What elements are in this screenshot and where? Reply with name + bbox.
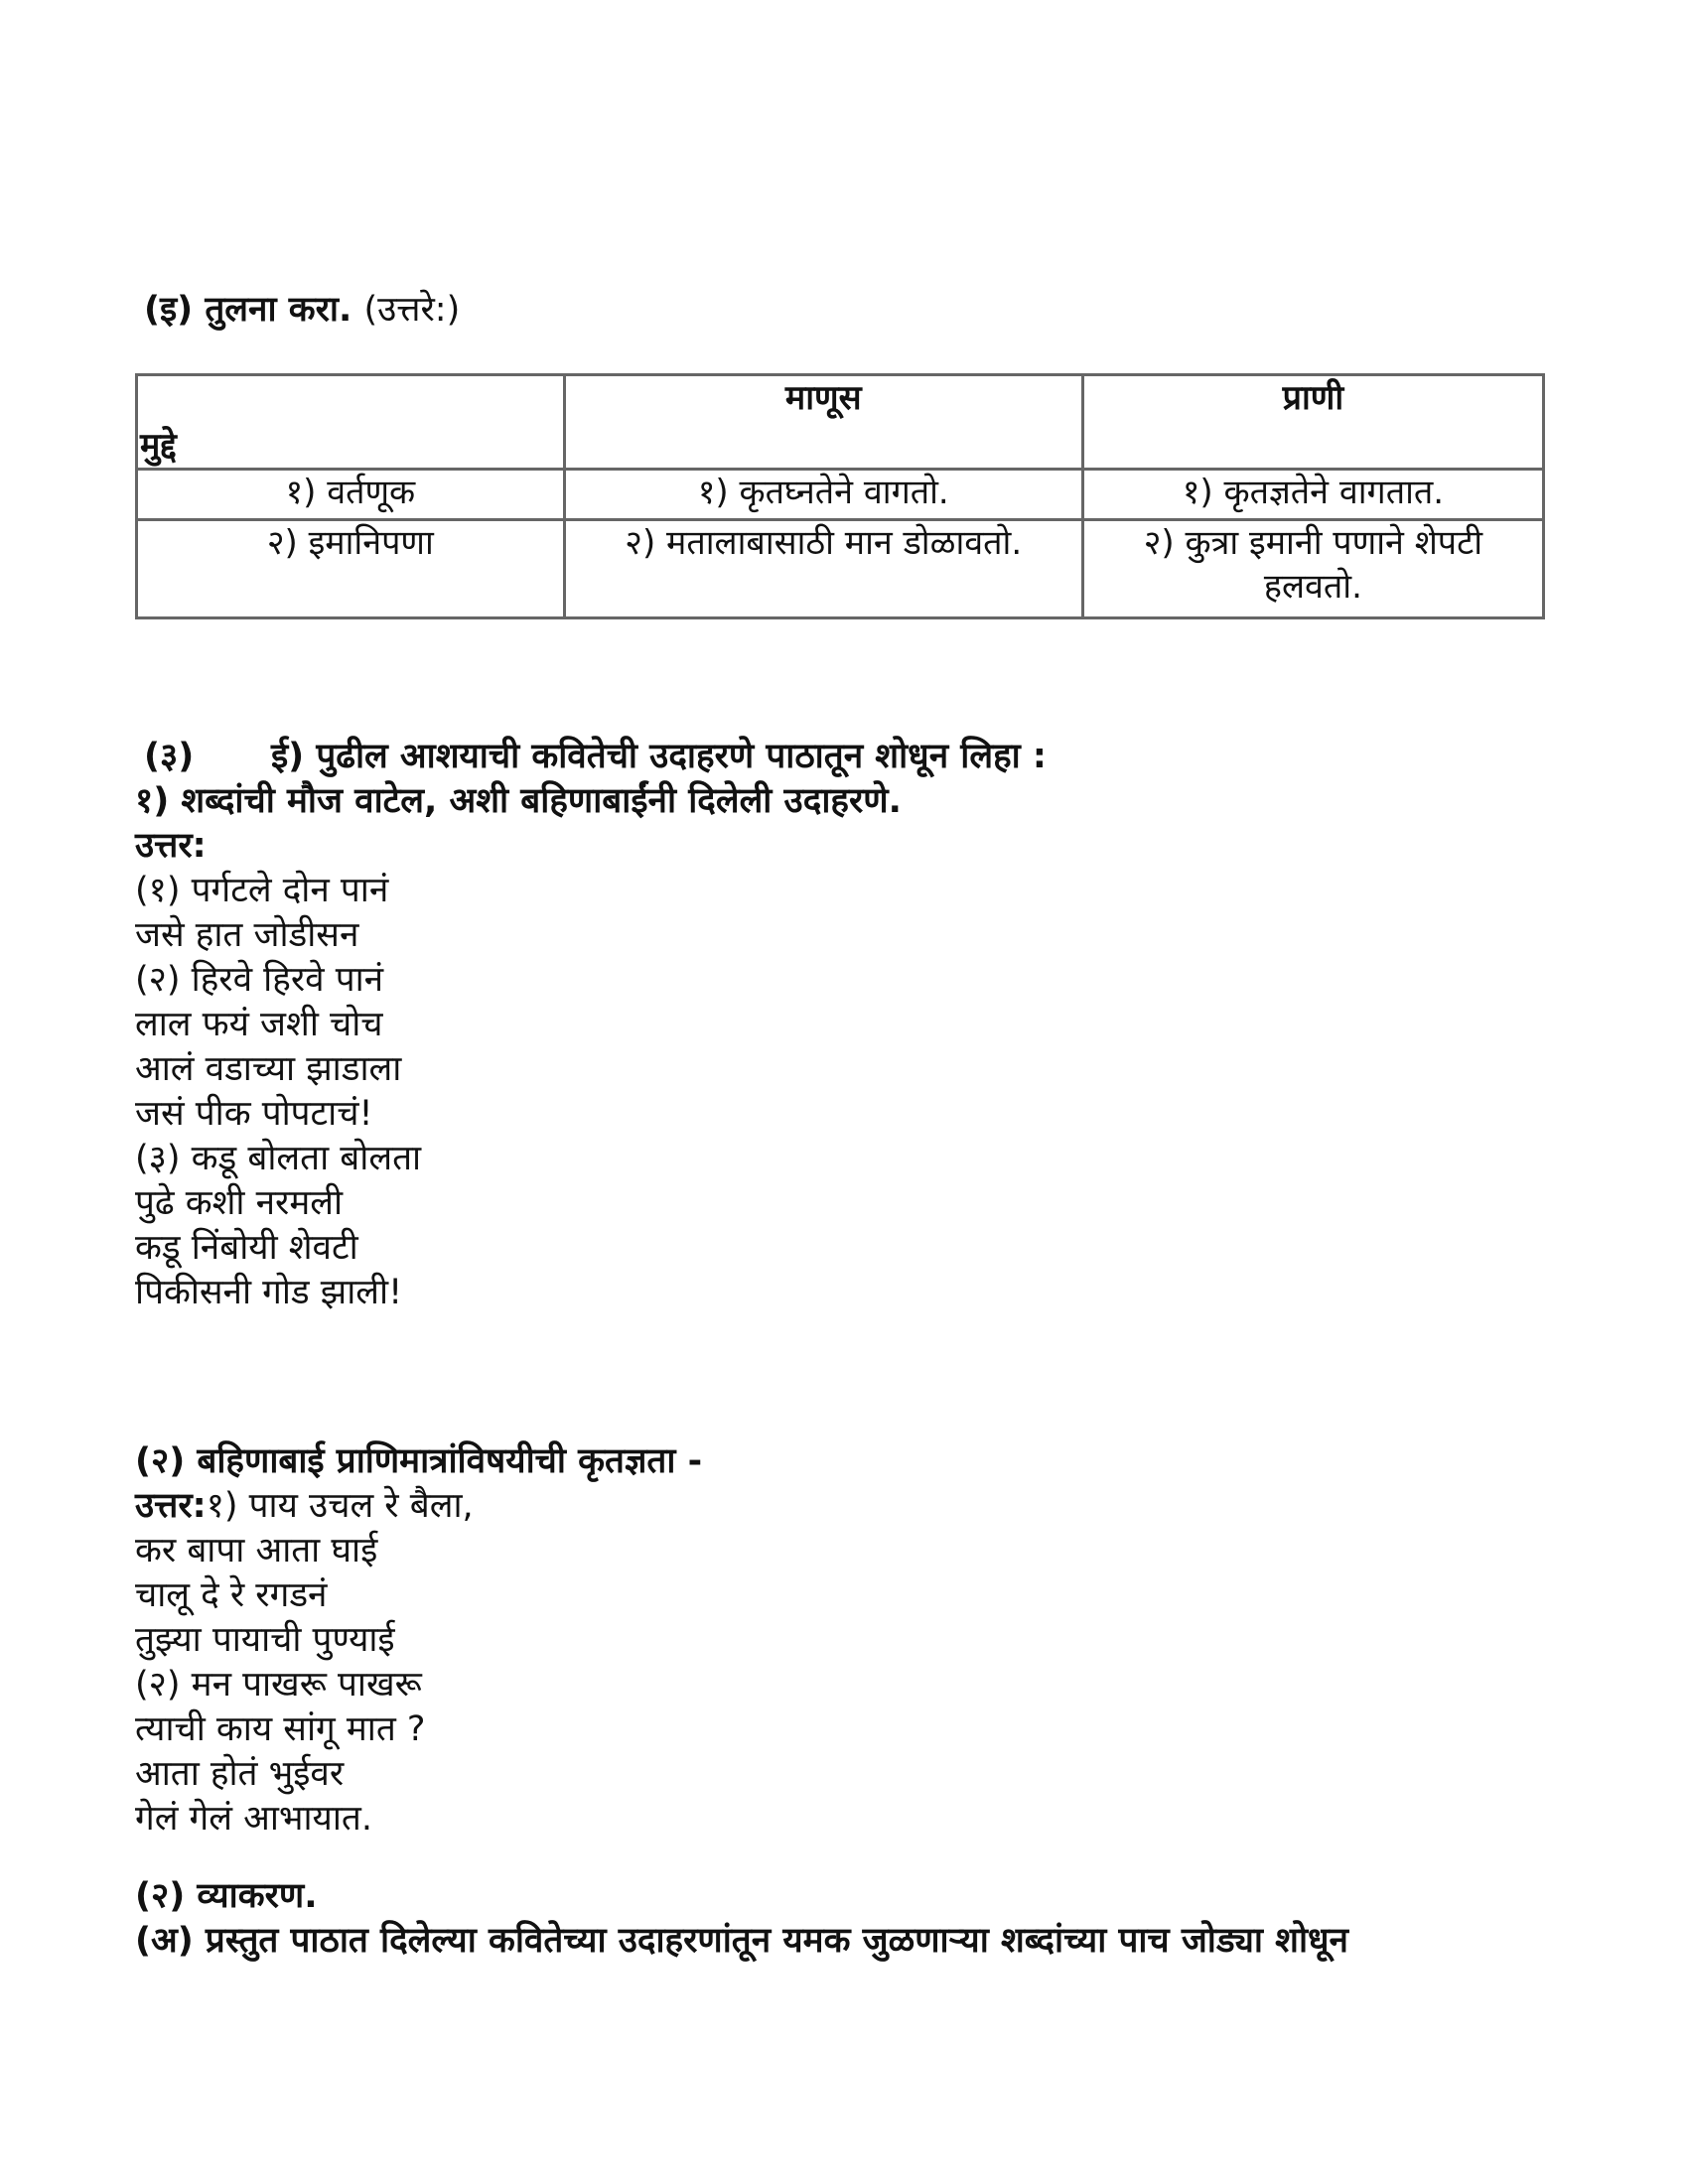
compare-heading-note: (उत्तरे:) [363,290,461,330]
poem-line: चालू दे रे रगडनं [135,1575,328,1615]
header-cell-human: माणूस [564,375,1082,470]
poem-line: (३) कडू बोलता बोलता [135,1139,422,1178]
table-header-row [137,375,1544,470]
section-grammar [135,1874,1348,1964]
section3-number: (३) [144,737,195,776]
poem-line: जसं पीक पोपटाचं! [135,1094,373,1134]
poem-line: जसे हात जोडीसन [135,915,359,955]
poem-line: कर बापा आता घाई [135,1531,378,1570]
section3-heading [135,735,1047,779]
table-cell: २) मतालाबासाठी मान डोळावतो. [564,520,1082,618]
poem-line: पुढे कशी नरमली [135,1183,344,1223]
answer-label: उत्तर: [135,826,207,866]
poem-line: १) पाय उचल रे बैला, [206,1486,474,1526]
poem-line: आलं वडाच्या झाडाला [135,1049,402,1089]
section-gratitude [135,1439,702,1842]
section3-question-1: १) शब्दांची मौज वाटेल, अशी बहिणाबाईंनी दिलेली उदाहरणे. [135,781,902,821]
header-cell-animal: प्राणी [1082,375,1543,470]
table-cell: १) कृतज्ञतेने वागतात. [1082,470,1543,520]
table-cell: १) कृतघ्नतेने वागतो. [564,470,1082,520]
poem-line: त्याची काय सांगू मात ? [135,1709,426,1749]
table-cell: १) वर्तणूक [137,470,565,520]
section-examples [135,735,1047,1315]
compare-heading [144,288,460,332]
poem-line: लाल फयं जशी चोच [135,1005,383,1044]
poem-line: (१) पर्गटले दोन पानं [135,871,389,910]
poem-line: गेलं गेलं आभायात. [135,1799,373,1839]
poem-line: कडू निंबोयी शेवटी [135,1228,358,1268]
compare-heading-text: (इ) तुलना करा. [144,290,352,330]
answer-label: उत्तर: [135,1486,207,1526]
table-row [137,520,1544,618]
header-cell-points: मुद्दे [137,375,565,470]
grammar-heading: (२) व्याकरण. [135,1876,318,1916]
gratitude-heading: (२) बहिणाबाई प्राणिमात्रांविषयीची कृतज्ञता - [135,1441,703,1481]
poem-line: आता होतं भुईवर [135,1754,345,1794]
table-cell: २) इमानिपणा [137,520,565,618]
poem-line: (२) हिरवे हिरवे पानं [135,960,384,1000]
poem-line: (२) मन पाखरू पाखरू [135,1665,422,1705]
poem-line: पिकीसनी गोड झाली! [135,1273,403,1312]
gratitude-answer-first-line [135,1484,702,1529]
poem-line: तुझ्या पायाची पुण्याई [135,1620,395,1660]
table-row [137,470,1544,520]
comparison-table [135,373,1545,619]
section3-heading-text: ई) पुढील आशयाची कवितेची उदाहरणे पाठातून शोधून लिहा : [271,737,1047,776]
table-cell: २) कुत्रा इमानी पणाने शेपटी हलवतो. [1082,520,1543,618]
grammar-question: (अ) प्रस्तुत पाठात दिलेल्या कवितेच्या उदाहरणांतून यमक जुळणाऱ्या शब्दांच्या पाच जोड्या शोधून [135,1921,1348,1961]
